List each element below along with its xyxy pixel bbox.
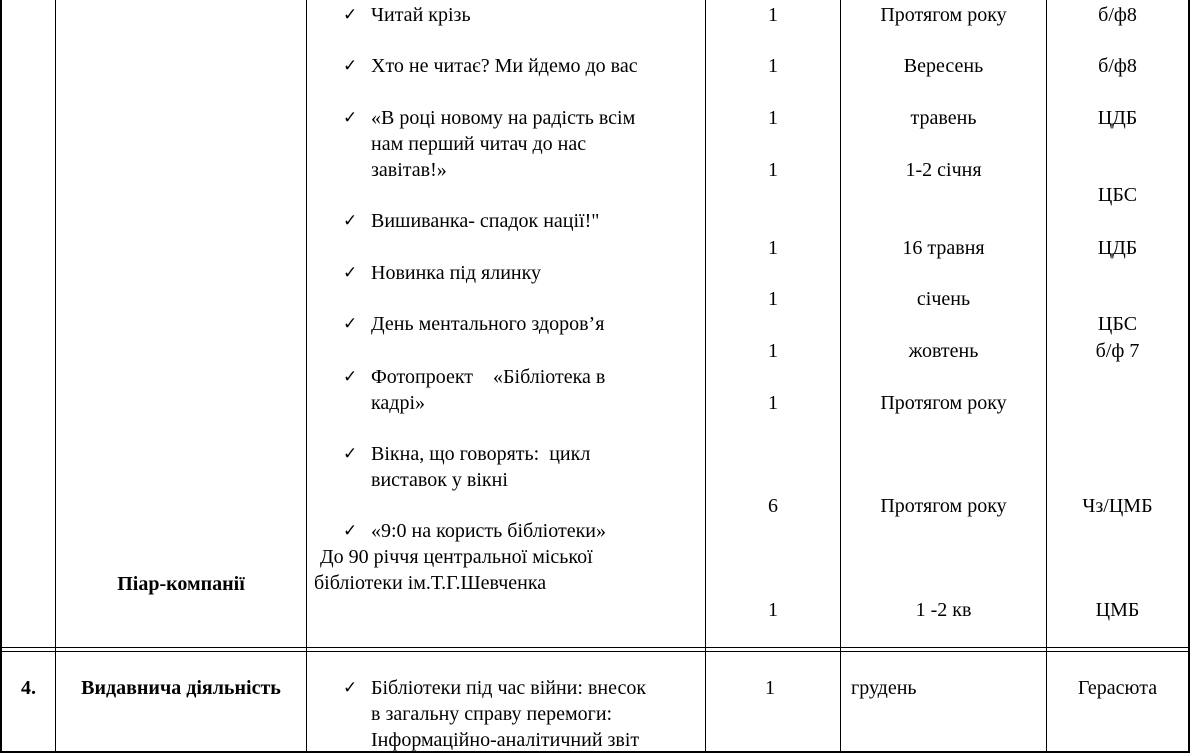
activity-text: Новинка під ялинку <box>371 262 542 284</box>
activity-note: бібліотеки ім.Т.Г.Шевченка <box>314 572 547 594</box>
activity-text: Інформаційно-аналітичний звіт <box>371 729 640 751</box>
count-cell: 1 <box>768 599 778 621</box>
check-icon: ✓ <box>343 678 358 698</box>
responsible-cell: ЦБС <box>1097 184 1138 206</box>
responsible-cell: ЦБС <box>1097 313 1138 335</box>
check-icon: ✓ <box>343 5 358 25</box>
column-divider <box>306 0 307 753</box>
responsible-cell: б/ф8 <box>1098 4 1137 26</box>
responsible-cell: ЦДБ <box>1097 237 1138 259</box>
count-cell: 1 <box>768 4 778 26</box>
row-divider <box>0 647 1190 648</box>
responsible-cell: Герасюта <box>1077 677 1158 699</box>
activity-text: «В році новому на радість всім <box>371 107 636 129</box>
row-number: 4. <box>21 677 36 699</box>
date-cell: 16 травня <box>902 237 985 259</box>
activity-text: «9:0 на користь бібліотеки» <box>371 520 606 542</box>
date-cell: травень <box>910 107 977 129</box>
activity-text: День ментального здоров’я <box>371 313 605 335</box>
activity-text: завітав!» <box>371 159 447 181</box>
count-cell: 1 <box>768 392 778 414</box>
date-cell: Протягом року <box>880 495 1007 517</box>
column-divider <box>55 0 56 753</box>
responsible-cell: ЦМБ <box>1095 599 1140 621</box>
responsible-cell: б/ф 7 <box>1095 340 1140 362</box>
date-cell: грудень <box>851 677 917 699</box>
responsible-cell: Чз/ЦМБ <box>1082 495 1153 517</box>
check-icon: ✓ <box>343 108 358 128</box>
check-icon: ✓ <box>343 314 358 334</box>
table-border-left <box>0 0 2 753</box>
section-title: Видавнича діяльність <box>81 677 281 699</box>
check-icon: ✓ <box>343 211 358 231</box>
activity-text: кадрі» <box>371 392 426 414</box>
check-icon: ✓ <box>343 521 358 541</box>
count-cell: 6 <box>768 495 778 517</box>
check-icon: ✓ <box>343 444 358 464</box>
activity-text: Вікна, що говорять: цикл <box>371 443 591 465</box>
date-cell: Протягом року <box>880 392 1007 414</box>
date-cell: січень <box>916 288 971 310</box>
count-cell: 1 <box>768 237 778 259</box>
responsible-cell: ЦДБ <box>1097 107 1138 129</box>
date-cell: Протягом року <box>880 4 1007 26</box>
activity-text: виставок у вікні <box>371 469 508 491</box>
activity-text: Фотопроект «Бібліотека в <box>371 366 606 388</box>
count-cell: 1 <box>768 159 778 181</box>
activity-note: До 90 річчя центральної міської <box>320 546 593 568</box>
responsible-cell: б/ф8 <box>1098 55 1137 77</box>
count-cell: 1 <box>768 55 778 77</box>
count-cell: 1 <box>768 340 778 362</box>
activity-text: в загальну справу перемоги: <box>371 703 613 725</box>
date-cell: Вересень <box>903 55 984 77</box>
section-title: Піар-компанії <box>117 573 245 595</box>
activity-text: нам перший читач до нас <box>371 133 587 155</box>
check-icon: ✓ <box>343 263 358 283</box>
row-divider <box>0 651 1190 652</box>
activity-text: Читай крізь <box>371 4 471 26</box>
count-cell: 1 <box>768 288 778 310</box>
date-cell: 1-2 січня <box>905 159 982 181</box>
activity-text: Вишиванка- спадок нації!" <box>371 210 600 232</box>
date-cell: 1 -2 кв <box>915 599 972 621</box>
check-icon: ✓ <box>343 56 358 76</box>
date-cell: жовтень <box>908 340 979 362</box>
activity-text: Хто не читає? Ми йдемо до вас <box>371 55 638 77</box>
count-cell: 1 <box>765 677 775 699</box>
check-icon: ✓ <box>343 367 358 387</box>
count-cell: 1 <box>768 107 778 129</box>
activity-text: Бібліотеки під час війни: внесок <box>371 677 647 699</box>
